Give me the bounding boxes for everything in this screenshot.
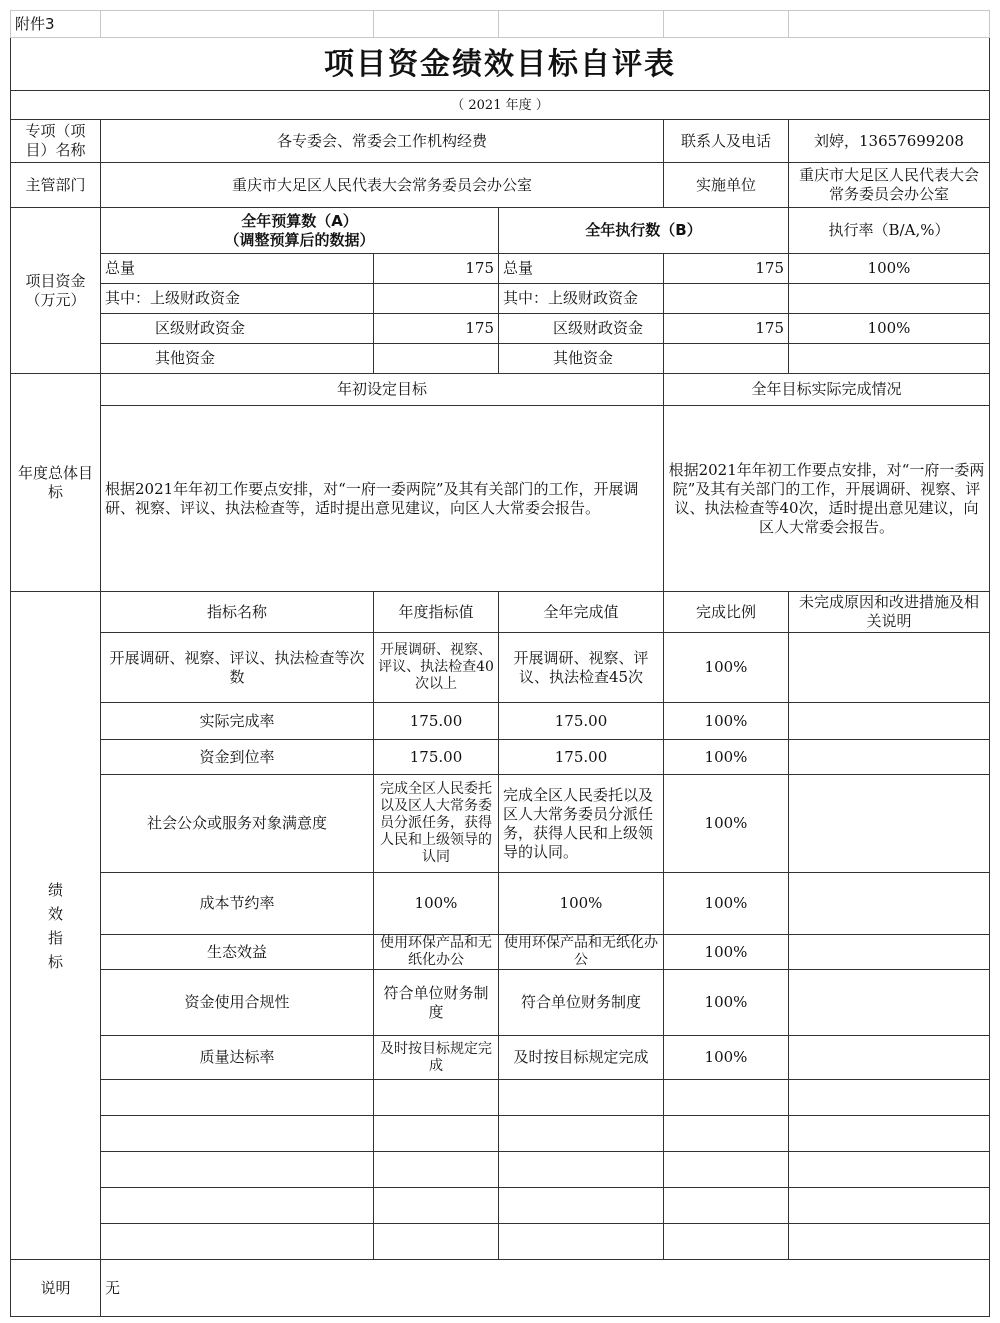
perf-row-target: 使用环保产品和无纸化办公 [374,935,499,970]
goals-label: 年度总体目标 [11,374,101,592]
funds-row-a-value [374,284,499,314]
perf-header-target: 年度指标值 [374,592,499,633]
budget-header [101,208,499,254]
perf-row-name: 社会公众或服务对象满意度 [101,775,374,873]
perf-row-actual: 175.00 [499,740,664,775]
perf-row-name: 资金使用合规性 [101,970,374,1036]
perf-row-actual: 开展调研、视察、评议、执法检查45次 [499,633,664,703]
goals-set-header: 年初设定目标 [101,374,664,406]
contact-label: 联系人及电话 [664,120,789,163]
funds-row-a-label: 其中：上级财政资金 [101,284,374,314]
perf-header-note: 未完成原因和改进措施及相关说明 [789,592,990,633]
perf-row-note [789,703,990,740]
perf-row-name: 生态效益 [101,935,374,970]
perf-row-actual: 100% [499,873,664,935]
perf-row-ratio: 100% [664,775,789,873]
perf-row-actual: 符合单位财务制度 [499,970,664,1036]
funds-row-b-value: 175 [664,314,789,344]
perf-row-target: 开展调研、视察、评议、执法检查40次以上 [374,633,499,703]
dept-label: 主管部门 [11,163,101,208]
perf-row-ratio: 100% [664,1036,789,1080]
funds-label: 项目资金（万元） [11,208,101,374]
performance-label: 绩效指标 [11,592,101,1260]
notes-label: 说明 [11,1260,101,1317]
perf-row-actual: 175.00 [499,703,664,740]
perf-row-ratio: 100% [664,970,789,1036]
funds-row-rate [789,344,990,374]
year-label: （ 2021 年度 ） [11,91,990,120]
empty-row [11,1080,990,1116]
perf-row-target: 完成全区人民委托以及区人大常务委员分派任务，获得人民和上级领导的认同 [374,775,499,873]
perf-row-name: 实际完成率 [101,703,374,740]
budget-header-line2: （调整预算后的数据） [224,230,375,249]
self-evaluation-table [10,10,990,1317]
funds-row-a-label: 区级财政资金 [101,314,374,344]
perf-header-ratio: 完成比例 [664,592,789,633]
funds-row-a-value [374,344,499,374]
perf-row-target: 175.00 [374,740,499,775]
perf-row-name: 资金到位率 [101,740,374,775]
funds-row-a-value: 175 [374,314,499,344]
funds-row-a-label: 总量 [101,254,374,284]
perf-row-note [789,740,990,775]
empty-row [11,1152,990,1188]
impl-value: 重庆市大足区人民代表大会常务委员会办公室 [789,163,990,208]
contact-value: 刘婷，13657699208 [789,120,990,163]
attachment-label: 附件3 [11,11,101,38]
goals-actual-header: 全年目标实际完成情况 [664,374,990,406]
impl-label: 实施单位 [664,163,789,208]
funds-row-b-value [664,344,789,374]
notes-value: 无 [101,1260,990,1317]
exec-header: 全年执行数（B） [499,208,789,254]
funds-row-b-label: 总量 [499,254,664,284]
perf-row-target: 175.00 [374,703,499,740]
funds-row-b-value: 175 [664,254,789,284]
budget-header-line1: 全年预算数（A） [241,211,358,230]
perf-row-actual: 完成全区人民委托以及区人大常务委员分派任务，获得人民和上级领导的认同。 [499,775,664,873]
dept-value: 重庆市大足区人民代表大会常务委员会办公室 [101,163,664,208]
perf-row-target: 及时按目标规定完成 [374,1036,499,1080]
project-name-value: 各专委会、常委会工作机构经费 [101,120,664,163]
empty-row [11,1224,990,1260]
perf-row-ratio: 100% [664,633,789,703]
funds-row-rate: 100% [789,254,990,284]
perf-row-name: 开展调研、视察、评议、执法检查等次数 [101,633,374,703]
goals-set-text: 根据2021年年初工作要点安排，对“一府一委两院”及其有关部门的工作，开展调研、视察、评议、执法检查等，适时提出意见建议，向区人大常委会报告。 [101,406,664,592]
funds-row-a-value: 175 [374,254,499,284]
perf-row-note [789,935,990,970]
funds-row-b-label: 区级财政资金 [499,314,664,344]
perf-header-actual: 全年完成值 [499,592,664,633]
perf-row-actual: 使用环保产品和无纸化办公 [499,935,664,970]
funds-row-rate [789,284,990,314]
perf-row-note [789,970,990,1036]
funds-row-b-label: 其他资金 [499,344,664,374]
perf-row-note [789,633,990,703]
page-title: 项目资金绩效目标自评表 [11,38,990,91]
empty-row [11,1188,990,1224]
perf-row-name: 质量达标率 [101,1036,374,1080]
perf-row-actual: 及时按目标规定完成 [499,1036,664,1080]
perf-row-name: 成本节约率 [101,873,374,935]
goals-actual-text: 根据2021年年初工作要点安排，对“一府一委两院”及其有关部门的工作，开展调研、视察、评议、执法检查等40次，适时提出意见建议，向区人大常委会报告。 [664,406,990,592]
project-name-label: 专项（项目）名称 [11,120,101,163]
empty-row [11,1116,990,1152]
perf-row-ratio: 100% [664,873,789,935]
perf-row-ratio: 100% [664,935,789,970]
perf-row-note [789,775,990,873]
rate-header: 执行率（B/A,%） [789,208,990,254]
funds-row-b-value [664,284,789,314]
funds-row-b-label: 其中：上级财政资金 [499,284,664,314]
perf-row-target: 符合单位财务制度 [374,970,499,1036]
perf-row-ratio: 100% [664,740,789,775]
funds-row-rate: 100% [789,314,990,344]
perf-row-note [789,1036,990,1080]
funds-row-a-label: 其他资金 [101,344,374,374]
perf-header-name: 指标名称 [101,592,374,633]
perf-row-note [789,873,990,935]
perf-row-ratio: 100% [664,703,789,740]
perf-row-target: 100% [374,873,499,935]
